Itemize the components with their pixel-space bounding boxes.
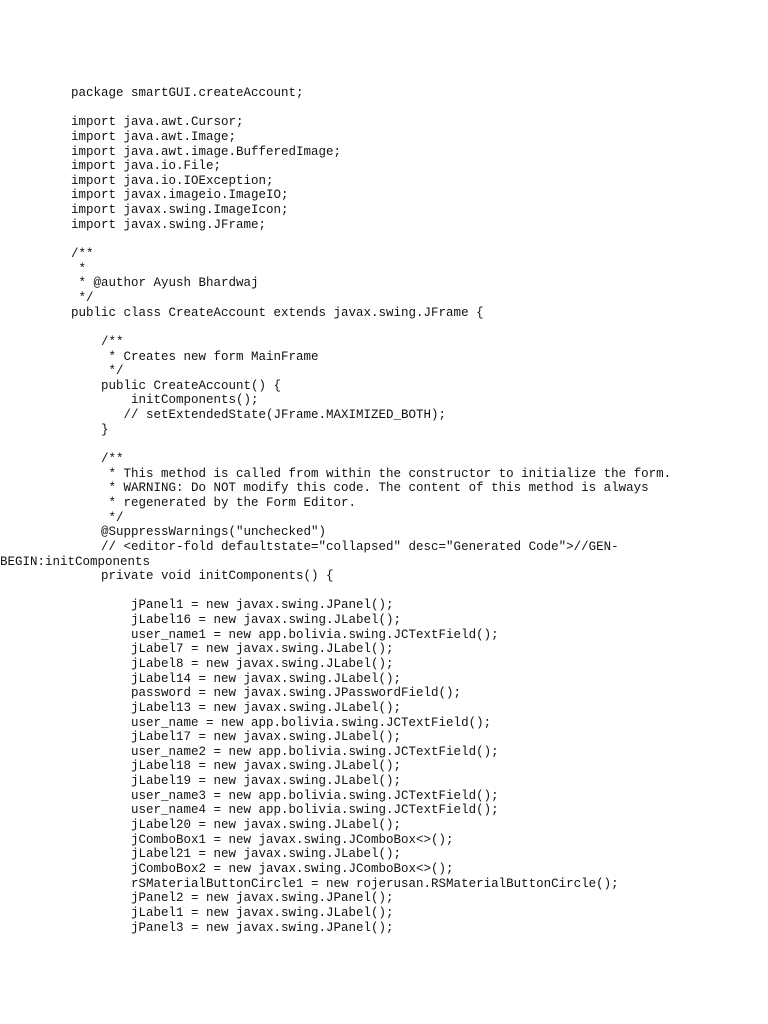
- code-line: // <editor-fold defaultstate="collapsed" desc="Generated Code">//GEN-: [71, 539, 619, 554]
- code-line: * @author Ayush Bhardwaj: [71, 276, 259, 291]
- code-line: jLabel13 = new javax.swing.JLabel();: [71, 700, 402, 715]
- blank-line: [71, 320, 671, 335]
- code-line: import java.io.File;: [71, 159, 222, 174]
- code-listing: [0, 86, 672, 935]
- code-line: jPanel3 = new javax.swing.JPanel();: [71, 920, 394, 935]
- blank-line: [71, 437, 671, 452]
- code-line: jLabel14 = new javax.swing.JLabel();: [71, 671, 402, 686]
- code-line: private void initComponents() {: [71, 569, 334, 584]
- code-line: * This method is called from within the constructor to initialize the form.: [71, 466, 672, 481]
- code-line: import java.awt.image.BufferedImage;: [71, 144, 342, 159]
- code-line: jLabel19 = new javax.swing.JLabel();: [71, 774, 402, 789]
- code-line: import java.io.IOException;: [71, 173, 274, 188]
- code-line: jPanel2 = new javax.swing.JPanel();: [71, 891, 394, 906]
- code-line: *: [71, 261, 87, 276]
- blank-line: [71, 101, 671, 116]
- code-line: package smartGUI.createAccount;: [71, 86, 304, 100]
- code-line: password = new javax.swing.JPasswordField();: [71, 686, 462, 701]
- code-line: jLabel18 = new javax.swing.JLabel();: [71, 759, 402, 774]
- code-line: jLabel21 = new javax.swing.JLabel();: [71, 847, 402, 862]
- code-line: user_name2 = new app.bolivia.swing.JCTextField();: [71, 744, 499, 759]
- code-line: */: [71, 364, 124, 379]
- code-line: jLabel8 = new javax.swing.JLabel();: [71, 656, 394, 671]
- code-line: jLabel20 = new javax.swing.JLabel();: [71, 818, 402, 833]
- code-line: */: [71, 290, 94, 305]
- code-line: * Creates new form MainFrame: [71, 349, 319, 364]
- code-line: jComboBox2 = new javax.swing.JComboBox<>();: [71, 861, 454, 876]
- code-line: public CreateAccount() {: [71, 378, 282, 393]
- code-line: user_name4 = new app.bolivia.swing.JCTextField();: [71, 803, 499, 818]
- code-line: import javax.swing.JFrame;: [71, 217, 267, 232]
- code-line: public class CreateAccount extends javax.swing.JFrame {: [71, 305, 484, 320]
- code-line: * regenerated by the Form Editor.: [71, 495, 357, 510]
- code-line: initComponents();: [71, 393, 259, 408]
- code-line: jComboBox1 = new javax.swing.JComboBox<>();: [71, 832, 454, 847]
- code-line: */: [71, 510, 124, 525]
- code-line: @SuppressWarnings("unchecked"): [71, 525, 327, 540]
- code-line: import javax.swing.ImageIcon;: [71, 203, 289, 218]
- code-line: import javax.imageio.ImageIO;: [71, 188, 289, 203]
- code-line: import java.awt.Image;: [71, 129, 237, 144]
- code-line: BEGIN:initComponents: [0, 554, 151, 569]
- code-line: user_name3 = new app.bolivia.swing.JCTextField();: [71, 788, 499, 803]
- code-line: rSMaterialButtonCircle1 = new rojerusan.RSMaterialButtonCircle();: [71, 876, 619, 891]
- code-line: }: [71, 422, 109, 437]
- code-line: jPanel1 = new javax.swing.JPanel();: [71, 598, 394, 613]
- code-line: jLabel16 = new javax.swing.JLabel();: [71, 613, 402, 628]
- blank-line: [71, 232, 671, 247]
- code-line: // setExtendedState(JFrame.MAXIMIZED_BOTH);: [71, 408, 447, 423]
- code-line: user_name = new app.bolivia.swing.JCTextField();: [71, 715, 492, 730]
- code-line: jLabel17 = new javax.swing.JLabel();: [71, 730, 402, 745]
- code-line: user_name1 = new app.bolivia.swing.JCTextField();: [71, 627, 499, 642]
- blank-line: [71, 584, 671, 599]
- code-line: /**: [71, 452, 124, 467]
- code-line: jLabel7 = new javax.swing.JLabel();: [71, 642, 394, 657]
- code-line: jLabel1 = new javax.swing.JLabel();: [71, 905, 394, 920]
- code-line: /**: [71, 247, 94, 262]
- code-line: * WARNING: Do NOT modify this code. The content of this method is always: [71, 481, 649, 496]
- code-line: /**: [71, 334, 124, 349]
- code-line: import java.awt.Cursor;: [71, 115, 244, 130]
